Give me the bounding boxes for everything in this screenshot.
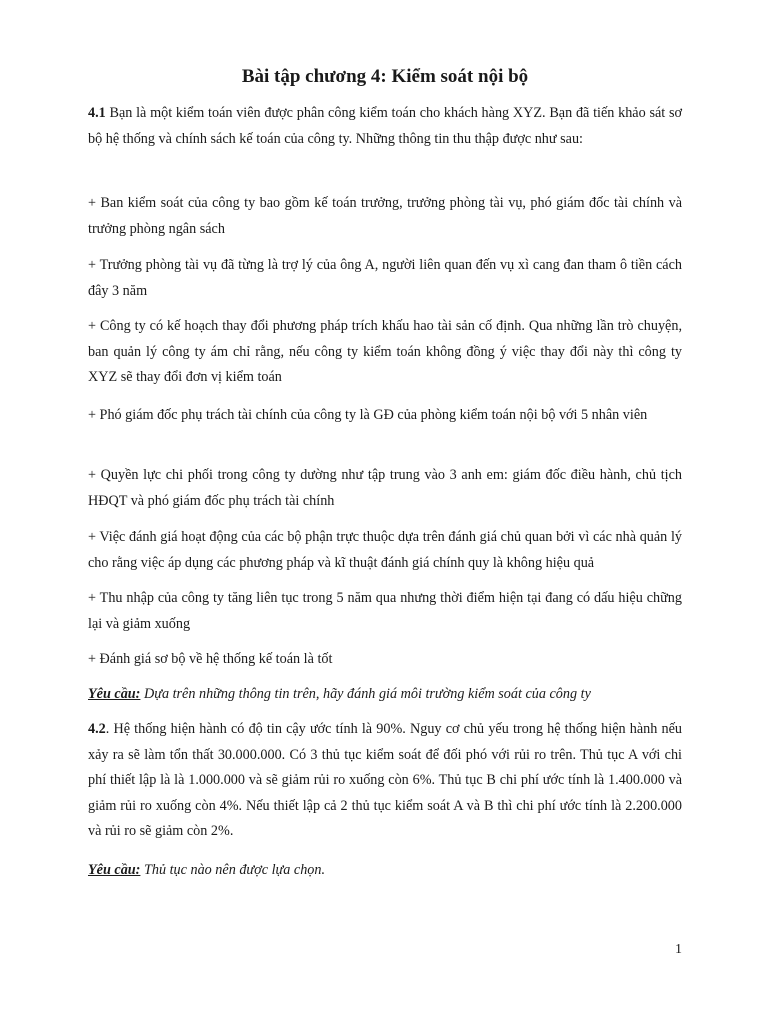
requirement-text: Thủ tục nào nên được lựa chọn. (140, 862, 326, 878)
page-number: 1 (675, 942, 682, 957)
document-page (88, 0, 682, 1024)
list-item: + Thu nhập của công ty tăng liên tục trong 5 năm qua nhưng thời điểm hiện tại đang có dấu hiệu chững lại và giảm xuống (88, 590, 682, 632)
exercise-4-1-requirement (88, 682, 682, 708)
list-item: + Công ty có kế hoạch thay đổi phương pháp trích khấu hao tài sản cố định. Qua những lần trò chuyện, ban quản lý công ty ám chỉ rằng, nếu công ty kiểm toán không đồng ý việc thay đổi này thì công ty XYZ sẽ thay đổi đơn vị kiểm toán (88, 318, 682, 385)
exercise-4-2-text (88, 717, 682, 845)
requirement-label: Yêu cầu: (88, 686, 141, 702)
exercise-4-1-intro (88, 101, 682, 152)
document-title: Bài tập chương 4: Kiểm soát nội bộ (241, 66, 529, 87)
list-item: + Trưởng phòng tài vụ đã từng là trợ lý của ông A, người liên quan đến vụ xì cang đan tham ô tiền cách đây 3 năm (88, 257, 682, 299)
list-item: + Quyền lực chi phối trong công ty dường như tập trung vào 3 anh em: giám đốc điều hành, chủ tịch HĐQT và phó giám đốc phụ trách tài chính (88, 467, 682, 509)
exercise-number: 4.1 (88, 105, 106, 121)
exercise-intro-text: Bạn là một kiểm toán viên được phân công kiểm toán cho khách hàng XYZ. Bạn đã tiến khảo sát sơ bộ hệ thống và chính sách kế toán của công ty. Những thông tin thu thập được như sau: (88, 105, 682, 147)
exercise-number: 4.2 (88, 721, 106, 737)
requirement-text: Dựa trên những thông tin trên, hãy đánh giá môi trường kiểm soát của công ty (140, 686, 591, 702)
list-item: + Ban kiểm soát của công ty bao gồm kế toán trưởng, trưởng phòng tài vụ, phó giám đốc tài chính và trưởng phòng ngân sách (88, 195, 682, 237)
list-item: + Việc đánh giá hoạt động của các bộ phận trực thuộc dựa trên đánh giá chủ quan bởi vì các nhà quản lý cho rằng việc áp dụng các phương pháp và kĩ thuật đánh giá chính quy là không hiệu quả (88, 529, 682, 571)
exercise-4-2-requirement (88, 858, 682, 884)
exercise-body-text: . Hệ thống hiện hành có độ tin cậy ước tính là 90%. Nguy cơ chủ yếu trong hệ thống hiện hành nếu xảy ra sẽ làm tổn thất 30.000.000. Có 3 thủ tục kiểm soát để đối phó với rủi ro trên. Thủ tục A với chi phí thiết lập là là 1.000.000 và sẽ giảm rủi ro xuống còn 6%. Thủ tục B chi phí ước tính là 1.400.000 và giảm rủi ro xuống còn 4%. Nếu thiết lập cả 2 thủ tục kiểm soát A và B thì chi phí ước tính là 2.200.000 và rủi ro sẽ giảm còn 2%. (88, 721, 682, 839)
list-item: + Đánh giá sơ bộ về hệ thống kế toán là tốt (88, 651, 333, 667)
requirement-label: Yêu cầu: (88, 862, 141, 878)
list-item: + Phó giám đốc phụ trách tài chính của công ty là GĐ của phòng kiểm toán nội bộ với 5 nhân viên (88, 407, 648, 423)
